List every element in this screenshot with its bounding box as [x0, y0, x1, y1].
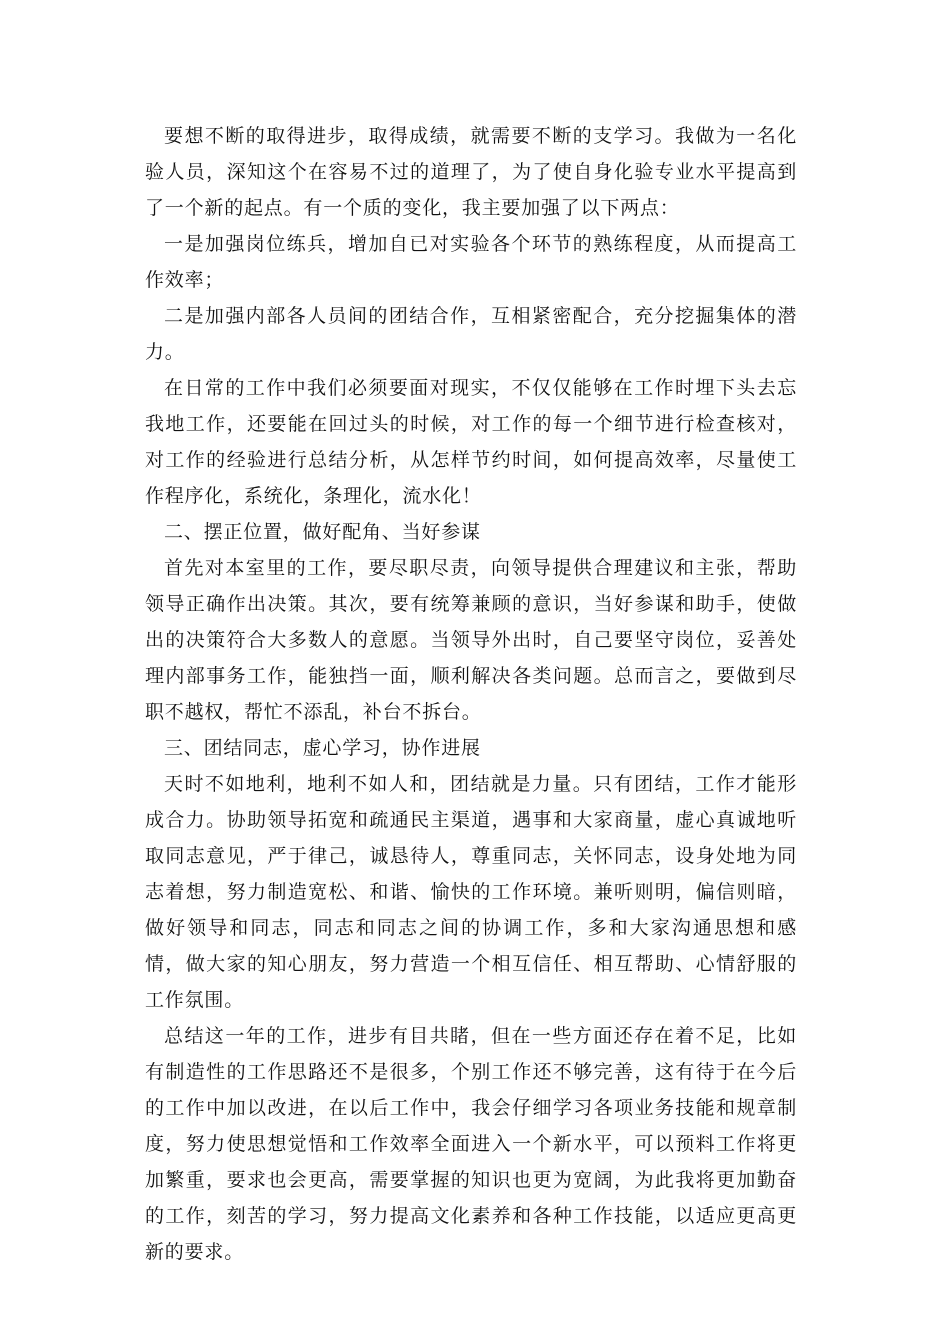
- paragraph-point-two: 二是加强内部各人员间的团结合作，互相紧密配合，充分挖掘集体的潜力。: [145, 305, 797, 363]
- document-body: [145, 118, 797, 1270]
- paragraph-duties: 首先对本室里的工作，要尽职尽责，向领导提供合理建议和主张，帮助领导正确作出决策。其次，要有统筹兼顾的意识，当好参谋和助手，使做出的决策符合大多数人的意愿。当领导外出时，自己要坚守岗位，妥善处理内部事务工作，能独挡一面，顺利解决各类问题。总而言之，要做到尽职不越权，帮忙不添乱，补台不拆台。: [145, 557, 797, 723]
- section-heading-two: 二、摆正位置，做好配角、当好参谋: [164, 521, 481, 543]
- paragraph-point-one: 一是加强岗位练兵，增加自已对实验各个环节的熟练程度，从而提高工作效率；: [145, 233, 797, 291]
- paragraph-summary: 总结这一年的工作，进步有目共睹，但在一些方面还存在着不足，比如有制造性的工作思路还不是很多，个别工作还不够完善，这有待于在今后的工作中加以改进，在以后工作中，我会仔细学习各项业务技能和规章制度，努力使思想觉悟和工作效率全面进入一个新水平，可以预料工作将更加繁重，要求也会更高，需要掌握的知识也更为宽阔，为此我将更加勤奋的工作，刻苦的学习，努力提高文化素养和各种工作技能，以适应更高更新的要求。: [145, 1025, 797, 1263]
- section-heading-three: 三、团结同志，虚心学习，协作进展: [164, 737, 481, 759]
- paragraph-daily-work: 在日常的工作中我们必须要面对现实，不仅仅能够在工作时埋下头去忘我地工作，还要能在回过头的时候，对工作的每一个细节进行检查核对，对工作的经验进行总结分析，从怎样节约时间，如何提高效率，尽量使工作程序化，系统化，条理化，流水化！: [145, 377, 797, 507]
- paragraph-study-intro: 要想不断的取得进步，取得成绩，就需要不断的支学习。我做为一名化验人员，深知这个在容易不过的道理了，为了使自身化验专业水平提高到了一个新的起点。有一个质的变化，我主要加强了以下两点：: [145, 125, 797, 219]
- paragraph-teamwork: 天时不如地利，地利不如人和，团结就是力量。只有团结，工作才能形成合力。协助领导拓宽和疏通民主渠道，遇事和大家商量，虚心真诚地听取同志意见，严于律己，诚恳待人，尊重同志，关怀同志，设身处地为同志着想，努力制造宽松、和谐、愉快的工作环境。兼听则明，偏信则暗，做好领导和同志，同志和同志之间的协调工作，多和大家沟通思想和感情，做大家的知心朋友，努力营造一个相互信任、相互帮助、心情舒服的工作氛围。: [145, 773, 797, 1011]
